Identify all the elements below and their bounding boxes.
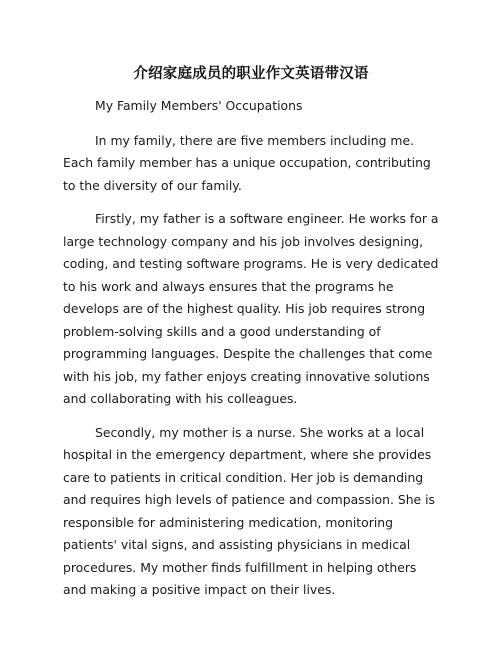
document-body	[63, 95, 440, 613]
paragraph-father: Firstly, my father is a software engineer. He works for a large technology company and his job involves designing, coding, and testing software programs. He is very dedicated to his work and always ensures that the programs he develops are of the highest quality. His job requires strong problem-solving skills and a good understanding of programming languages. Despite the challenges that come with his job, my father enjoys creating innovative solutions and collaborating with his colleagues.	[63, 211, 439, 406]
essay-subtitle: My Family Members' Occupations	[95, 98, 303, 113]
paragraph-intro: In my family, there are five members including me. Each family member has a unique occupation, contributing to the diversity of our family.	[63, 132, 431, 193]
document-title: 介绍家庭成员的职业作文英语带汉语	[133, 66, 369, 82]
paragraph-mother: Secondly, my mother is a nurse. She works at a local hospital in the emergency department, where she provides care to patients in critical condition. Her job is demanding and requires high levels of patience and compassion. She is responsible for administering medication, monitoring patients' vital signs, and assisting physicians in medical procedures. My mother finds fulfillment in helping others and making a positive impact on their lives.	[63, 424, 436, 597]
